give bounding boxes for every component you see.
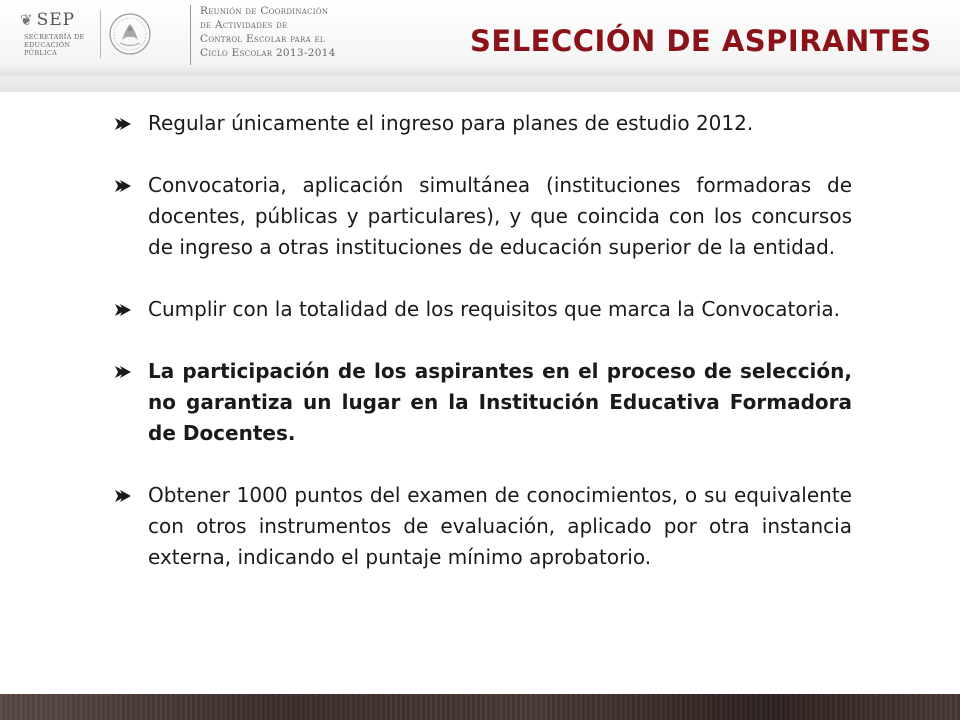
slide-header [0, 0, 960, 92]
bullet-item [112, 294, 852, 325]
meeting-line: de Actividades de [200, 19, 288, 31]
bullet-item [112, 170, 852, 263]
footer-bar [0, 694, 960, 720]
national-emblem-icon [108, 10, 152, 58]
bullet-text: Obtener 1000 puntos del examen de conocimientos, o su equivalente con otros instrumentos de evaluación, aplicado por otra instancia externa, indicando el puntaje mínimo aprobatorio. [148, 483, 852, 569]
bullet-text: Convocatoria, aplicación simultánea (instituciones formadoras de docentes, públicas y particulares), y que coincida con los concursos de ingreso a otras instituciones de educación superior de la entidad. [148, 173, 852, 259]
slide-title: SELECCIÓN DE ASPIRANTES [470, 24, 932, 58]
sep-logo-subtitle: SECRETARÍA DE EDUCACIÓN PÚBLICA [24, 33, 85, 57]
header-divider [100, 10, 101, 58]
arrow-bullet-icon [114, 303, 132, 317]
bullet-text: Regular únicamente el ingreso para planes de estudio 2012. [148, 111, 754, 135]
arrow-bullet-icon [114, 117, 132, 131]
arrow-bullet-icon [114, 365, 132, 379]
meeting-title-block [200, 4, 380, 60]
bullet-item [112, 356, 852, 449]
eagle-icon: ❦ [20, 11, 34, 29]
header-divider-2 [190, 5, 191, 65]
meeting-line: Control Escolar para el [200, 33, 325, 45]
bullet-item [112, 108, 852, 139]
sep-logo [20, 10, 75, 30]
arrow-bullet-icon [114, 179, 132, 193]
sep-logo-text: SEP [36, 10, 76, 30]
arrow-bullet-icon [114, 489, 132, 503]
meeting-line: Reunión de Coordinación [200, 5, 329, 17]
bullet-list [112, 108, 852, 604]
bullet-item [112, 480, 852, 573]
meeting-line: Ciclo Escolar 2013-2014 [200, 47, 336, 59]
bullet-text: La participación de los aspirantes en el proceso de selección, no garantiza un lugar en la Institución Educativa Formadora de Docentes. [148, 359, 852, 445]
bullet-text: Cumplir con la totalidad de los requisitos que marca la Convocatoria. [148, 297, 841, 321]
header-shadow-rule [0, 64, 960, 76]
